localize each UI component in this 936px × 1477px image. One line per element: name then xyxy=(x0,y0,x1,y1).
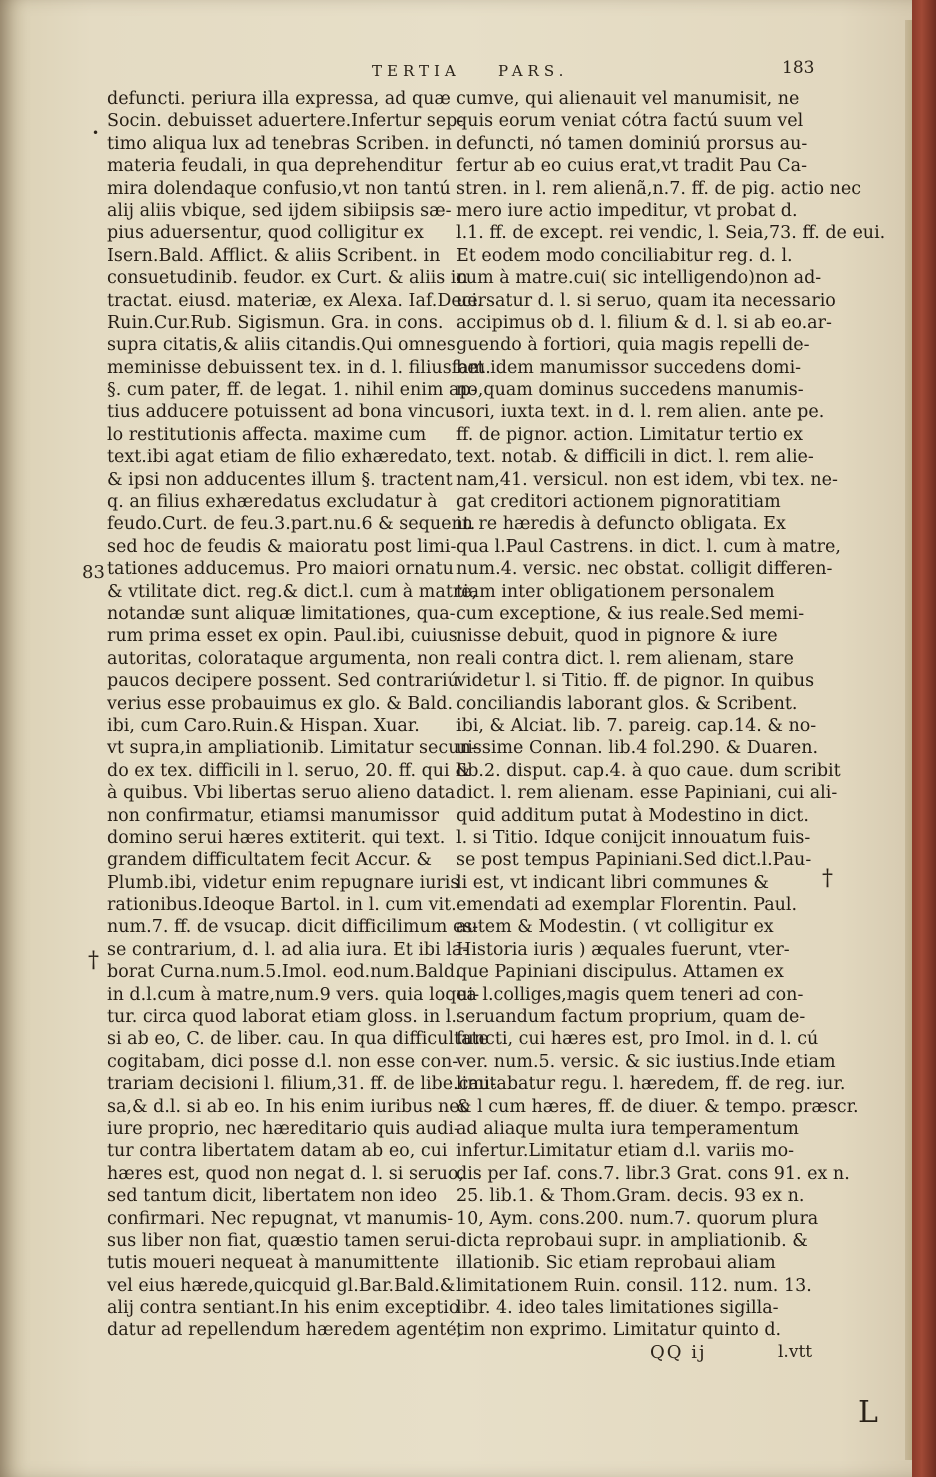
text-line: tutis moueri nequeat à manumittente xyxy=(107,1253,440,1274)
text-line: ea l.colliges,magis quem teneri ad con- xyxy=(456,984,804,1005)
text-line: functi, cui hæres est, pro Imol. in d. l. cú xyxy=(456,1029,819,1050)
text-line: supra citatis,& aliis citandis.Qui omnes xyxy=(107,335,456,356)
text-line: li est, vt indicant libri communes & xyxy=(456,872,769,893)
text-line: pius aduersentur, quod colligitur ex xyxy=(107,223,424,244)
text-line: sus liber non fiat, quæstio tamen serui- xyxy=(107,1230,456,1251)
text-line: seruandum factum proprium, quam de- xyxy=(456,1007,806,1028)
text-line: meminisse debuissent tex. in d. l. filiusfam. xyxy=(107,357,491,378)
text-line: dis per Iaf. cons.7. libr.3 Grat. cons 91. ex n. xyxy=(456,1163,850,1184)
text-line: borat Curna.num.5.Imol. eod.num.Bald. xyxy=(107,962,461,983)
margin-cross-left: † xyxy=(88,948,99,973)
text-line: tractat. eiusd. materiæ, ex Alexa. Iaf.Deci. xyxy=(107,290,483,311)
text-line: iure proprio, nec hæreditario quis audi- xyxy=(107,1118,460,1139)
text-line: mira dolendaque confusio,vt non tantú xyxy=(107,178,451,199)
text-line: feudo.Curt. de feu.3.part.nu.6 & sequent. xyxy=(107,514,476,535)
text-line: cum exceptione, & ius reale.Sed memi- xyxy=(456,603,805,624)
text-line: vt supra,in ampliationib. Limitatur secun- xyxy=(107,738,477,759)
text-line: alij aliis vbique, sed ijdem sibiipsis sæ- xyxy=(107,200,452,221)
text-line: tim non exprimo. Limitatur quinto d. xyxy=(456,1320,782,1341)
margin-cross-right: † xyxy=(822,866,833,891)
text-line: ff. de pignor. action. Limitatur tertio ex xyxy=(456,424,804,445)
text-line: bet idem manumissor succedens domi- xyxy=(456,357,802,378)
text-line: Historia iuris ) æquales fuerunt, vter- xyxy=(456,939,790,960)
text-line: ad aliaque multa iura temperamentum xyxy=(456,1118,799,1139)
text-line: do ex tex. difficili in l. seruo, 20. ff. qui & xyxy=(107,760,471,781)
text-line: qua l.Paul Castrens. in dict. l. cum à matre, xyxy=(456,536,841,557)
text-line: guendo à fortiori, quia magis repelli de- xyxy=(456,335,810,356)
text-line: rum prima esset ex opin. Paul.ibi, cuius xyxy=(107,626,458,647)
running-title-part-1: TERTIA xyxy=(372,62,461,80)
text-line: tur contra libertatem datam ab eo, cui xyxy=(107,1141,448,1162)
text-line: sed tantum dicit, libertatem non ideo xyxy=(107,1186,438,1207)
right-text-column xyxy=(456,88,886,1342)
text-line: à quibus. Vbi libertas seruo alieno data xyxy=(107,783,456,804)
text-line: Ruin.Cur.Rub. Sigismun. Gra. in cons. xyxy=(107,312,444,333)
text-line: fertur ab eo cuius erat,vt tradit Pau Ca- xyxy=(456,156,808,177)
text-line: mero iure actio impeditur, vt probat d. xyxy=(456,200,798,221)
text-line: libr. 4. ideo tales limitationes sigilla- xyxy=(456,1298,779,1319)
text-line: quis eorum veniat cótra factú suum vel xyxy=(456,111,804,132)
text-line: illationib. Sic etiam reprobaui aliam xyxy=(456,1253,776,1274)
text-line: que Papiniani discipulus. Attamen ex xyxy=(456,962,784,983)
text-line: nam,41. versicul. non est idem, vbi tex. ne- xyxy=(456,469,838,490)
folio-number: 183 xyxy=(782,58,815,78)
text-line: verius esse probauimus ex glo. & Bald. xyxy=(107,693,454,714)
text-line: datur ad repellendum hæredem agenté, xyxy=(107,1320,463,1341)
text-line: reali contra dict. l. rem alienam, stare xyxy=(456,648,794,669)
text-line: confirmari. Nec repugnat, vt manumis- xyxy=(107,1208,454,1229)
text-line: ver. num.5. versic. & sic iustius.Inde etiam xyxy=(456,1051,836,1072)
text-line: dicta reprobaui supr. in ampliationib. & xyxy=(456,1230,808,1251)
text-line: lo restitutionis affecta. maxime cum xyxy=(107,424,427,445)
text-line: cumve, qui alienauit vel manumisit, ne xyxy=(456,89,800,109)
text-line: tur. circa quod laborat etiam gloss. in l. xyxy=(107,1007,457,1028)
text-line: trariam decisioni l. filium,31. ff. de libe.cau- xyxy=(107,1074,497,1095)
text-line: grandem difficultatem fecit Accur. & xyxy=(107,850,432,871)
text-line: domino serui hæres extiterit. qui text. xyxy=(107,827,446,848)
text-line: uersatur d. l. si seruo, quam ita necessario xyxy=(456,290,836,311)
text-line: 10, Aym. cons.200. num.7. quorum plura xyxy=(456,1208,819,1229)
text-line: Et eodem modo conciliabitur reg. d. l. xyxy=(456,245,793,266)
text-line: notandæ sunt aliquæ limitationes, qua- xyxy=(107,603,456,624)
text-line: tationes adducemus. Pro maiori ornatu xyxy=(107,559,454,580)
text-line: se post tempus Papiniani.Sed dict.l.Pau- xyxy=(456,850,812,871)
text-line: accipimus ob d. l. filium & d. l. si ab eo.ar- xyxy=(456,312,832,333)
text-line: cum à matre.cui( sic intelligendo)non ad- xyxy=(456,268,822,289)
text-line: sed hoc de feudis & maioratu post limi- xyxy=(107,536,457,557)
margin-dot: • xyxy=(92,126,100,140)
text-line: text.ibi agat etiam de filio exhæredato, xyxy=(107,447,453,468)
text-line: si ab eo, C. de liber. cau. In qua difficultate xyxy=(107,1029,489,1050)
text-line: defuncti, nó tamen dominiú prorsus au- xyxy=(456,133,808,154)
text-line: dict. l. rem alienam. esse Papiniani, cui ali- xyxy=(456,783,838,804)
text-line: Socin. debuisset aduertere.Infertur sep- xyxy=(107,111,464,132)
text-line: defuncti. periura illa expressa, ad quæ xyxy=(107,89,451,109)
text-line: num.4. versic. nec obstat. colligit differen- xyxy=(456,559,833,580)
text-line: gat creditori actionem pignoratitiam xyxy=(456,492,781,513)
text-line: tius adducere potuissent ad bona vincu- xyxy=(107,402,462,423)
text-line: stren. in l. rem alienã,n.7. ff. de pig. actio nec xyxy=(456,178,862,199)
text-line: num.7. ff. de vsucap. dicit difficilimum es- xyxy=(107,917,479,938)
text-line: autem & Modestin. ( vt colligitur ex xyxy=(456,917,774,938)
text-line: hæres est, quod non negat d. l. si seruo, xyxy=(107,1163,465,1184)
text-line: timo aliqua lux ad tenebras Scriben. in xyxy=(107,133,453,154)
text-line: & vtilitate dict. reg.& dict.l. cum à matre, xyxy=(107,581,478,602)
text-line: sa,& d.l. si ab eo. In his enim iuribus nec xyxy=(107,1096,470,1117)
running-header xyxy=(360,58,800,86)
text-line: emendati ad exemplar Florentin. Paul. xyxy=(456,895,798,916)
text-line: non confirmatur, etiamsi manumissor xyxy=(107,805,439,826)
text-line: l.1. ff. de except. rei vendic, l. Seia,73. ff. de eui. xyxy=(456,223,886,244)
text-line: in d.l.cum à matre,num.9 vers. quia loqui- xyxy=(107,984,480,1005)
text-line: Plumb.ibi, videtur enim repugnare iuris xyxy=(107,872,460,893)
text-line: infertur.Limitatur etiam d.l. variis mo- xyxy=(456,1141,795,1162)
text-line: text. notab. & difficili in dict. l. rem alie- xyxy=(456,447,814,468)
text-line: conciliandis laborant glos. & Scribent. xyxy=(456,693,798,714)
text-line: paucos decipere possent. Sed contrariú xyxy=(107,671,459,692)
text-line: autoritas, colorataque argumenta, non xyxy=(107,648,451,669)
text-line: l. si Titio. Idque conijcit innouatum fuis- xyxy=(456,827,811,848)
text-line: cogitabam, dici posse d.l. non esse con- xyxy=(107,1051,459,1072)
signature-mark: QQ ij xyxy=(650,1342,707,1363)
text-line: no,quam dominus succedens manumis- xyxy=(456,380,804,401)
text-line: §. cum pater, ff. de legat. 1. nihil enim ap- xyxy=(107,380,477,401)
text-line: ibi, cum Caro.Ruin.& Hispan. Xuar. xyxy=(107,715,420,736)
catchword: l.vtt xyxy=(778,1342,813,1362)
text-line: rationibus.Ideoque Bartol. in l. cum vit. xyxy=(107,895,457,916)
text-line: materia feudali, in qua deprehenditur xyxy=(107,156,443,177)
text-line: consuetudinib. feudor. ex Curt. & aliis in xyxy=(107,268,468,289)
running-title-part-2: PARS. xyxy=(498,62,569,80)
text-line: quid additum putat à Modestino in dict. xyxy=(456,805,809,826)
text-line: 25. lib.1. & Thom.Gram. decis. 93 ex n. xyxy=(456,1186,805,1207)
corner-mark: L xyxy=(858,1395,878,1430)
text-line: limitationem Ruin. consil. 112. num. 13. xyxy=(456,1275,812,1296)
left-text-column xyxy=(107,88,497,1342)
text-line: lib.2. disput. cap.4. à quo caue. dum scribit xyxy=(456,760,841,781)
text-line: Isern.Bald. Afflict. & aliis Scribent. in xyxy=(107,245,441,266)
text-line: ibi, & Alciat. lib. 7. pareig. cap.14. & no- xyxy=(456,715,817,736)
text-line: & ipsi non adducentes illum §. tractent xyxy=(107,469,453,490)
text-line: nisse debuit, quod in pignore & iure xyxy=(456,626,778,647)
text-line: se contrarium, d. l. ad alia iura. Et ibi la- xyxy=(107,939,469,960)
text-line: videtur l. si Titio. ff. de pignor. In quibus xyxy=(456,671,815,692)
text-line: tiam inter obligationem personalem xyxy=(456,581,775,602)
text-line: uissime Connan. lib.4 fol.290. & Duaren. xyxy=(456,738,819,759)
text-line: in re hæredis à defuncto obligata. Ex xyxy=(456,514,786,535)
text-line: limitabatur regu. l. hæredem, ff. de reg. iur. xyxy=(456,1074,846,1095)
margin-note-number: 83 xyxy=(82,562,105,583)
text-line: alij contra sentiant.In his enim exceptio xyxy=(107,1298,460,1319)
text-line: vel eius hærede,quicquid gl.Bar.Bald.& xyxy=(107,1275,456,1296)
text-line: q. an filius exhæredatus excludatur à xyxy=(107,492,438,513)
text-line: & l cum hæres, ff. de diuer. & tempo. præscr. xyxy=(456,1096,859,1117)
book-cover-edge xyxy=(912,0,936,1477)
text-line: sori, iuxta text. in d. l. rem alien. ante pe. xyxy=(456,402,825,423)
